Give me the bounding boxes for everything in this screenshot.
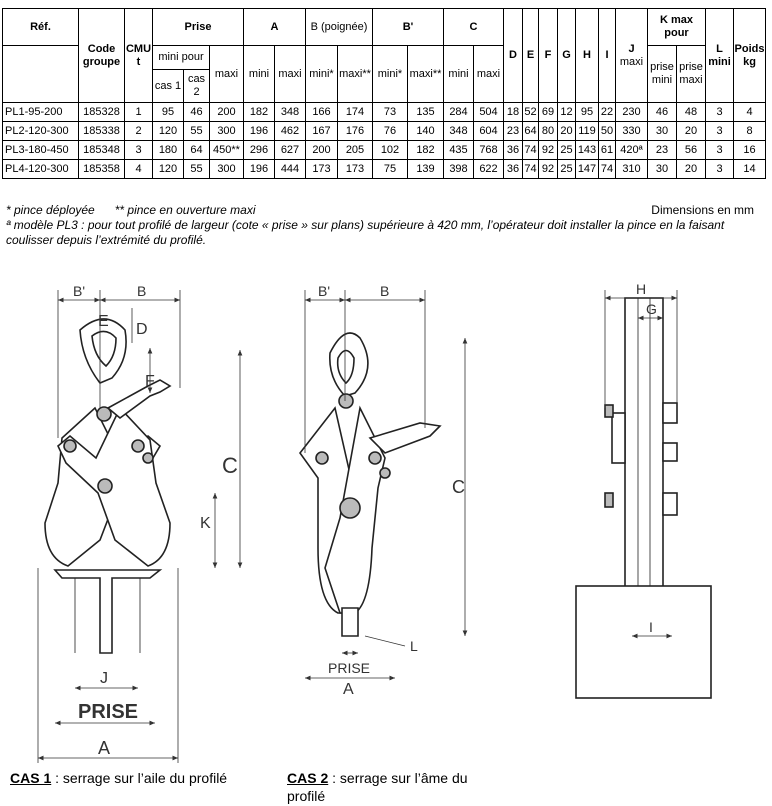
header-k: K max pour (648, 9, 706, 46)
header-b-maxi: maxi** (338, 46, 373, 103)
table-cell: 55 (184, 160, 210, 179)
table-cell: 139 (408, 160, 444, 179)
table-cell: 420ª (616, 141, 648, 160)
header-cas1: cas 1 (153, 70, 184, 103)
table-cell: 20 (558, 122, 576, 141)
header-c-maxi: maxi (474, 46, 504, 103)
table-cell: 92 (539, 141, 558, 160)
table-cell: 3 (706, 141, 734, 160)
table-cell: 92 (539, 160, 558, 179)
cas1-clamp-drawing (45, 319, 170, 653)
table-cell: 52 (523, 103, 539, 122)
header-g: G (558, 9, 576, 103)
table-cell: 25 (558, 160, 576, 179)
table-cell: 74 (523, 160, 539, 179)
table-cell: 80 (539, 122, 558, 141)
header-d: D (504, 9, 523, 103)
table-cell: 64 (523, 122, 539, 141)
table-cell: 176 (338, 122, 373, 141)
table-cell: 348 (444, 122, 474, 141)
table-cell-ref: PL1-95-200 (3, 103, 79, 122)
table-cell: 200 (306, 141, 338, 160)
cas1-label-d: D (136, 321, 148, 338)
table-cell: 8 (734, 122, 766, 141)
table-cell: 20 (677, 122, 706, 141)
cas1-label-k: K (200, 515, 211, 532)
cas1-label-f: F (145, 373, 155, 390)
table-cell: 23 (648, 141, 677, 160)
table-cell: 173 (306, 160, 338, 179)
header-prise: Prise (153, 9, 244, 46)
table-cell: 182 (244, 103, 275, 122)
table-cell: 167 (306, 122, 338, 141)
header-b-mini: mini* (306, 46, 338, 103)
cas2-clamp-drawing (300, 333, 440, 636)
header-bp-maxi: maxi** (408, 46, 444, 103)
table-cell: 18 (504, 103, 523, 122)
header-i: I (599, 9, 616, 103)
table-cell: 46 (184, 103, 210, 122)
spec-table (2, 8, 766, 179)
cas2-label-bprime: B' (318, 283, 331, 299)
table-cell: 56 (677, 141, 706, 160)
side-label-i: I (649, 619, 653, 635)
table-cell: 182 (408, 141, 444, 160)
table-cell: 36 (504, 141, 523, 160)
table-cell: 25 (558, 141, 576, 160)
header-ref-blank (3, 46, 79, 103)
table-cell: 48 (677, 103, 706, 122)
caption-cas2-label: CAS 2 (287, 770, 329, 786)
caption-cas1-label: CAS 1 (10, 770, 52, 786)
table-cell: 180 (153, 141, 184, 160)
table-cell: 50 (599, 122, 616, 141)
header-prise-mini-pour: mini pour (153, 46, 210, 70)
side-view-drawing (576, 298, 711, 698)
table-cell: 185358 (79, 160, 125, 179)
header-a: A (244, 9, 306, 46)
header-l: L mini (706, 9, 734, 103)
table-cell: 140 (408, 122, 444, 141)
header-cas2: cas 2 (184, 70, 210, 103)
table-cell: 102 (373, 141, 408, 160)
table-cell: 398 (444, 160, 474, 179)
caption-cas1 (10, 769, 227, 787)
cas2-label-b: B (380, 283, 390, 299)
table-cell: 61 (599, 141, 616, 160)
table-cell: 185348 (79, 141, 125, 160)
table-cell: 166 (306, 103, 338, 122)
header-cmu: CMU t (125, 9, 153, 103)
table-cell: 296 (244, 141, 275, 160)
cas1-label-prise: PRISE (78, 701, 139, 723)
table-cell: 55 (184, 122, 210, 141)
caption-cas2 (287, 769, 497, 805)
table-cell: 622 (474, 160, 504, 179)
cas2-label-l: L (410, 638, 418, 654)
header-prise-maxi: maxi (210, 46, 244, 103)
table-cell: 36 (504, 160, 523, 179)
table-cell-ref: PL2-120-300 (3, 122, 79, 141)
header-poids: Poids kg (734, 9, 766, 103)
table-cell: 627 (275, 141, 306, 160)
table-cell: 23 (504, 122, 523, 141)
table-cell: 174 (338, 103, 373, 122)
header-a-maxi: maxi (275, 46, 306, 103)
table-cell: 173 (338, 160, 373, 179)
header-j (616, 9, 648, 103)
table-cell: 95 (153, 103, 184, 122)
caption-cas2-text: : serrage sur l’âme du profilé (287, 770, 468, 804)
table-cell: 12 (558, 103, 576, 122)
footnote-pl3: ª modèle PL3 : pour tout profilé de largeur (cote « prise » sur plans) supérieure à 420 mm, l’opérateur doit installer la pince en la faisant coulisser depuis l’extrémité du profilé. (6, 218, 725, 247)
table-cell: 504 (474, 103, 504, 122)
side-label-h: H (636, 281, 647, 297)
cas1-label-c: C (222, 453, 238, 478)
header-k-prise-maxi: prise maxi (677, 46, 706, 103)
table-cell: 73 (373, 103, 408, 122)
table-cell: 1 (125, 103, 153, 122)
header-ref: Réf. (3, 9, 79, 46)
table-cell: 330 (616, 122, 648, 141)
cas1-label-b: B (137, 283, 147, 299)
cas1-label-bprime: B' (73, 283, 86, 299)
header-bp-mini: mini* (373, 46, 408, 103)
spec-table-body (3, 103, 766, 179)
header-e: E (523, 9, 539, 103)
table-cell: 119 (576, 122, 599, 141)
header-b-prime: B' (373, 9, 444, 46)
table-cell: 76 (373, 122, 408, 141)
header-f: F (539, 9, 558, 103)
table-cell: 75 (373, 160, 408, 179)
header-a-mini: mini (244, 46, 275, 103)
dimensions-unit: Dimensions en mm (651, 203, 754, 217)
table-cell: 4 (734, 103, 766, 122)
table-cell: 604 (474, 122, 504, 141)
table-cell: 3 (706, 103, 734, 122)
header-b: B (poignée) (306, 9, 373, 46)
table-cell: 450** (210, 141, 244, 160)
table-cell: 120 (153, 160, 184, 179)
table-cell: 435 (444, 141, 474, 160)
cas2-label-prise: PRISE (328, 660, 371, 676)
table-row (3, 103, 766, 122)
cas2-label-c: C (452, 477, 465, 497)
caption-cas1-text: : serrage sur l’aile du profilé (51, 770, 228, 786)
table-row (3, 122, 766, 141)
table-cell: 64 (184, 141, 210, 160)
footnote-stars: * pince déployée ** pince en ouverture maxi (6, 203, 256, 217)
table-row (3, 160, 766, 179)
table-cell: 95 (576, 103, 599, 122)
table-cell: 120 (153, 122, 184, 141)
table-cell: 768 (474, 141, 504, 160)
table-cell: 2 (125, 122, 153, 141)
table-cell: 3 (125, 141, 153, 160)
table-cell: 147 (576, 160, 599, 179)
table-cell: 30 (648, 122, 677, 141)
table-cell: 348 (275, 103, 306, 122)
table-row (3, 141, 766, 160)
table-cell: 185338 (79, 122, 125, 141)
header-code-groupe: Code groupe (79, 9, 125, 103)
header-h: H (576, 9, 599, 103)
header-k-prise-mini: prise mini (648, 46, 677, 103)
table-cell: 14 (734, 160, 766, 179)
table-cell: 185328 (79, 103, 125, 122)
header-c-mini: mini (444, 46, 474, 103)
table-cell: 205 (338, 141, 373, 160)
table-cell: 284 (444, 103, 474, 122)
table-cell: 196 (244, 122, 275, 141)
table-cell: 462 (275, 122, 306, 141)
header-j-maxi: maxi (619, 55, 644, 68)
cas1-label-j: J (100, 670, 108, 687)
table-cell: 16 (734, 141, 766, 160)
table-cell: 230 (616, 103, 648, 122)
table-cell: 200 (210, 103, 244, 122)
table-cell-ref: PL4-120-300 (3, 160, 79, 179)
header-j-letter: J (628, 42, 635, 55)
table-cell: 444 (275, 160, 306, 179)
table-cell: 74 (599, 160, 616, 179)
table-cell: 300 (210, 160, 244, 179)
table-cell: 310 (616, 160, 648, 179)
table-cell: 300 (210, 122, 244, 141)
table-cell: 196 (244, 160, 275, 179)
table-cell: 69 (539, 103, 558, 122)
table-cell-ref: PL3-180-450 (3, 141, 79, 160)
table-cell: 74 (523, 141, 539, 160)
table-cell: 143 (576, 141, 599, 160)
table-cell: 20 (677, 160, 706, 179)
table-cell: 30 (648, 160, 677, 179)
table-cell: 3 (706, 122, 734, 141)
side-label-g: G (646, 301, 657, 317)
cas1-label-e: E (98, 313, 109, 330)
table-cell: 135 (408, 103, 444, 122)
table-cell: 46 (648, 103, 677, 122)
cas2-label-a: A (343, 681, 354, 698)
table-cell: 4 (125, 160, 153, 179)
technical-drawings (0, 268, 772, 768)
table-cell: 3 (706, 160, 734, 179)
cas1-label-a: A (98, 738, 111, 758)
header-c: C (444, 9, 504, 46)
table-cell: 22 (599, 103, 616, 122)
